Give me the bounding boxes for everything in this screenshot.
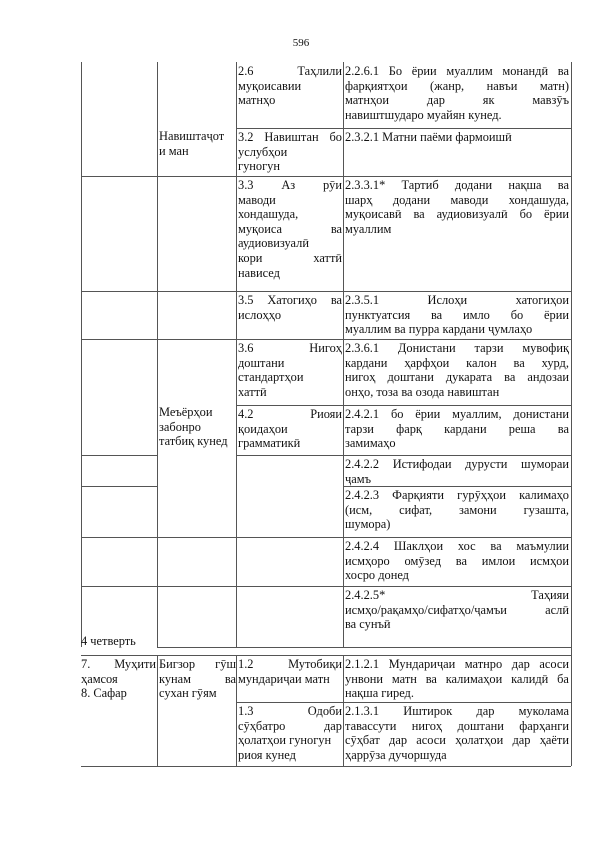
cell-word: 2.4.2.3 — [345, 488, 380, 502]
cell-word: ҳарфҳои — [404, 355, 450, 370]
cell-word: хаттӣ — [313, 250, 342, 265]
cell-line — [345, 308, 569, 323]
cell-word: ёрии — [544, 307, 569, 322]
cell-word: шарҳ — [345, 192, 373, 207]
cell-line: қоидаҳои — [238, 421, 288, 436]
cell-word: Аз — [281, 178, 296, 192]
cell-word: ва — [224, 671, 236, 686]
cell-line — [345, 554, 569, 569]
cell-word: Донистани — [397, 341, 456, 355]
cell-line: 2.3.2.1 Матни паёми фармоишӣ — [345, 130, 512, 144]
cell-1-2-label — [238, 657, 342, 686]
cell-word: Бигзор — [159, 657, 196, 671]
cell-line — [238, 130, 342, 145]
cell-word: ва — [330, 221, 342, 236]
cell-2-2-6-1-text — [345, 64, 569, 122]
cell-word: ва — [557, 64, 569, 78]
cell-language-norms — [159, 405, 236, 449]
cell-word: муколама — [518, 704, 569, 718]
cell-line: шумора) — [345, 517, 391, 532]
cell-word: фарҳанги — [519, 718, 569, 733]
cell-word: матн) — [539, 78, 569, 93]
cell-word: Навиштан — [264, 130, 319, 144]
cell-word: (жанр, — [430, 78, 465, 93]
cell-word: муаллим, — [452, 407, 502, 421]
cell-word: доштани — [457, 718, 504, 733]
cell-line — [345, 341, 569, 356]
cell-word: донистани — [513, 407, 569, 421]
cell-line: онҳо, тоза ва озода навиштан — [345, 384, 500, 399]
cell-line — [238, 64, 342, 79]
cell-line — [345, 93, 569, 108]
cell-line — [345, 356, 569, 371]
cell-word: навъи — [486, 78, 518, 93]
cell-3-6-label — [238, 341, 342, 399]
cell-word: калидӣ — [511, 671, 549, 686]
cell-word: ва — [557, 421, 569, 436]
cell-line: доштани — [238, 355, 285, 370]
cell-word: додани — [392, 192, 431, 207]
cell-word: дар — [476, 704, 495, 718]
cell-word: ва — [431, 307, 443, 322]
cell-word: мувофиқ — [522, 341, 569, 355]
cell-word: маводи — [450, 192, 489, 207]
cell-line: ҳаррӯза дучоршуда — [345, 747, 447, 762]
cell-word: хондашуда, — [508, 192, 569, 207]
cell-word: омӯзед — [404, 553, 442, 568]
cell-word: кори — [238, 250, 263, 265]
cell-line — [345, 178, 569, 193]
cell-word: калимаҳои — [445, 671, 503, 686]
cell-word: бо — [519, 207, 533, 222]
cell-1-3-label — [238, 704, 342, 762]
cell-line — [238, 251, 342, 266]
cell-line: и ман — [159, 143, 189, 158]
cell-2-1-3-1-text — [345, 704, 569, 762]
cell-line: матнҳо — [238, 93, 276, 108]
cell-word: 2.2.6.1 — [345, 64, 380, 78]
cell-word: кардани — [345, 355, 388, 370]
cell-line — [238, 719, 342, 734]
cell-word: хос — [457, 539, 476, 553]
cell-line: ислоҳҳо — [238, 307, 282, 322]
cell-word: ба — [557, 671, 569, 686]
cell-word: пунктуатсия — [345, 307, 411, 322]
cell-word: имло — [463, 307, 490, 322]
cell-line — [345, 733, 569, 748]
cell-word: ёрии — [544, 207, 569, 222]
cell-2-3-5-1-text — [345, 293, 569, 337]
cell-word: Истифодаи — [392, 457, 452, 471]
cell-word: аудиовизуалӣ — [436, 207, 508, 222]
cell-word: матнро — [464, 657, 503, 671]
cell-word: Ислоҳи — [427, 293, 468, 307]
cell-line: ҷамъ — [345, 471, 371, 486]
cell-line: татбиқ кунед — [159, 434, 228, 449]
cell-word: 2.4.2.4 — [345, 539, 380, 553]
cell-2-4-2-2-text — [345, 457, 569, 486]
cell-line: грамматикӣ — [238, 436, 301, 451]
cell-line — [345, 193, 569, 208]
cell-word: сифат, — [399, 502, 433, 517]
cell-word: Мундариҷаи — [388, 657, 456, 671]
cell-word: асоси — [416, 733, 446, 748]
cell-line — [345, 64, 569, 79]
cell-word: Одоби — [307, 704, 342, 718]
cell-word: Таҳияи — [531, 588, 569, 602]
cell-line: гуногун — [238, 159, 281, 174]
cell-word: гузашта, — [523, 502, 569, 517]
cell-word: ва — [413, 207, 425, 222]
cell-word: исмҳои — [529, 553, 569, 568]
cell-word: фарқиятҳои — [345, 78, 408, 93]
page-number: 596 — [292, 37, 310, 49]
cell-word: кардани — [444, 421, 487, 436]
cell-word: монандӣ — [502, 64, 549, 78]
cell-word: нигоҳ — [411, 718, 443, 733]
cell-word: 7. — [81, 657, 91, 671]
cell-word: дар — [389, 733, 408, 748]
cell-line — [238, 704, 342, 719]
cell-word: гурӯҳҳои — [457, 488, 507, 502]
cell-word: 1.3 — [238, 704, 254, 718]
cell-word: Муҳити — [114, 657, 156, 671]
cell-word: ва — [330, 293, 342, 307]
cell-4-2-label — [238, 407, 342, 451]
cell-word: муқоисавӣ — [345, 207, 402, 222]
cell-word: 2.6 — [238, 64, 254, 78]
cell-word: матнҳои — [345, 93, 390, 108]
cell-word: гӯш — [215, 657, 236, 671]
cell-my-writings — [159, 129, 236, 158]
cell-word: 1.2 — [238, 657, 254, 671]
cell-word: Таҳлили — [297, 64, 342, 78]
cell-line: хаттӣ — [238, 384, 267, 399]
cell-word: 2.4.2.5* — [345, 588, 386, 602]
cell-word: 2.1.2.1 — [345, 657, 380, 671]
cell-line: мундариҷаи матн — [238, 671, 330, 686]
cell-word: тарзи — [345, 421, 374, 436]
cell-word: тавассути — [345, 718, 397, 733]
cell-word: дар — [426, 93, 445, 108]
cell-2-4-2-4-text — [345, 539, 569, 583]
cell-word: ёрии — [415, 407, 441, 421]
cell-line: замимаҳо — [345, 436, 396, 451]
cell-line — [345, 503, 569, 518]
cell-word: маъмулии — [516, 539, 569, 553]
cell-line — [159, 657, 236, 672]
cell-units-7-8 — [81, 657, 156, 701]
cell-word: ва — [455, 553, 467, 568]
cell-line: маводи — [238, 192, 276, 207]
cell-line: хондашуда, — [238, 207, 299, 222]
cell-line: стандартҳои — [238, 370, 304, 385]
cell-word: Нигоҳ — [309, 341, 342, 355]
cell-2-4-2-5-text — [345, 588, 569, 632]
cell-word: Тартиб — [401, 178, 439, 192]
cell-word: Хатогиҳо — [267, 293, 317, 307]
cell-word: 2.3.5.1 — [345, 293, 380, 307]
cell-2-6-label — [238, 64, 342, 108]
cell-word: рӯи — [322, 178, 342, 192]
cell-word: тарзи — [474, 341, 504, 355]
cell-line: ва сунъӣ — [345, 617, 391, 632]
cell-line — [238, 407, 342, 422]
cell-2-4-2-3-text — [345, 488, 569, 532]
cell-word: унвони — [345, 671, 384, 686]
cell-line — [345, 539, 569, 554]
cell-line: муаллим — [345, 221, 392, 236]
cell-3-3-label — [238, 178, 342, 280]
cell-word: бо — [510, 307, 524, 322]
cell-word: ҳаёти — [539, 733, 569, 748]
cell-word: Иштирок — [403, 704, 453, 718]
cell-2-3-3-1-text — [345, 178, 569, 236]
cell-word: ва — [513, 355, 525, 370]
cell-word: нақша — [508, 178, 542, 192]
cell-line: муқоисавии — [238, 78, 302, 93]
cell-word: исмҳо/рақамҳо/сифатҳо/ҷамъи — [345, 602, 507, 617]
cell-word: нигоҳ — [345, 370, 376, 385]
cell-word: дукарата — [445, 370, 493, 385]
cell-line: хосро донед — [345, 568, 409, 583]
cell-line — [238, 178, 342, 193]
cell-line: забонро — [159, 419, 201, 434]
cell-word: додани — [454, 178, 493, 192]
cell-word: мавзӯъ — [532, 93, 569, 108]
cell-word: шумораи — [521, 457, 569, 471]
cell-word: як — [482, 93, 495, 108]
cell-word: исмҳоро — [345, 553, 390, 568]
cell-word: фарқ — [396, 421, 422, 436]
cell-line — [345, 407, 569, 422]
cell-line — [159, 672, 236, 687]
cell-line: 4 четверть — [81, 634, 136, 648]
cell-line: 8. Сафар — [81, 686, 127, 701]
cell-line — [345, 588, 569, 603]
cell-line — [345, 603, 569, 618]
cell-word: калон — [466, 355, 497, 370]
cell-word: 2.1.3.1 — [345, 704, 380, 718]
cell-line: риоя кунед — [238, 747, 296, 762]
cell-2-3-2-1-text — [345, 130, 569, 145]
cell-word: 2.3.6.1 — [345, 341, 380, 355]
cell-line: Навиштаҷот — [159, 129, 225, 143]
cell-word: дар — [324, 718, 342, 733]
cell-word: Мутобиқи — [288, 657, 342, 671]
cell-line — [345, 422, 569, 437]
cell-line: навиштшударо муайян кунед. — [345, 107, 502, 122]
cell-word: муқоиса — [238, 221, 283, 236]
cell-line — [238, 657, 342, 672]
cell-line: аудиовизуалӣ — [238, 236, 309, 251]
cell-word: Фарқияти — [392, 488, 445, 502]
cell-word: бо — [329, 130, 342, 144]
cell-word: 3.3 — [238, 178, 254, 192]
cell-word: Бо — [388, 64, 403, 78]
cell-2-1-2-1-text — [345, 657, 569, 701]
cell-word: хатогиҳои — [515, 293, 569, 307]
cell-line — [345, 370, 569, 385]
cell-word: дар — [511, 657, 530, 671]
cell-line: нақша гиред. — [345, 686, 414, 701]
cell-word: муаллим — [446, 64, 493, 78]
cell-word: 2.4.2.1 — [345, 407, 380, 421]
cell-word: (исм, — [345, 502, 373, 517]
cell-line — [345, 488, 569, 503]
cell-line — [345, 457, 569, 472]
cell-word: доштани — [387, 370, 434, 385]
cell-line: Меъёрҳои — [159, 405, 213, 419]
cell-word: ёрии — [411, 64, 437, 78]
quarter-label — [81, 634, 171, 649]
cell-line: нависед — [238, 265, 280, 280]
cell-listen-speak — [159, 657, 236, 701]
cell-line — [81, 657, 156, 672]
cell-2-3-6-1-text — [345, 341, 569, 399]
cell-word: кунам — [159, 671, 192, 686]
cell-word: андозаи — [527, 370, 569, 385]
cell-word: 3.2 — [238, 130, 254, 144]
cell-line — [238, 293, 342, 308]
cell-word: замони — [458, 502, 497, 517]
cell-word: ҳолатҳои — [455, 733, 504, 748]
cell-line — [345, 293, 569, 308]
cell-word: бо — [390, 407, 404, 421]
cell-line: ҳолатҳои гуногун — [238, 733, 332, 748]
cell-word: 4.2 — [238, 407, 254, 421]
cell-word: реша — [508, 421, 536, 436]
cell-word: ва — [490, 539, 502, 553]
cell-line — [345, 657, 569, 672]
cell-line — [238, 341, 342, 356]
cell-2-4-2-1-text — [345, 407, 569, 451]
cell-word: ва — [425, 671, 437, 686]
cell-word: сӯҳбат — [345, 733, 380, 748]
cell-line — [345, 719, 569, 734]
cell-word: Шаклҳои — [393, 539, 444, 553]
cell-word: 3.6 — [238, 341, 254, 355]
cell-word: калимаҳо — [519, 488, 569, 502]
cell-line — [345, 207, 569, 222]
cell-line: сухан гӯям — [159, 686, 217, 701]
cell-line: ҳамсоя — [81, 671, 118, 686]
cell-line: услубҳои — [238, 144, 288, 159]
cell-word: сӯҳбатро — [238, 718, 286, 733]
cell-word: имлои — [481, 553, 516, 568]
cell-word: аслӣ — [545, 602, 569, 617]
cell-word: дар — [512, 733, 531, 748]
cell-line: муаллим ва пурра кардани ҷумлаҳо — [345, 322, 533, 337]
cell-line — [238, 222, 342, 237]
cell-word: хурд, — [541, 355, 569, 370]
cell-word: Риояи — [310, 407, 342, 421]
cell-word: 2.4.2.2 — [345, 457, 380, 471]
cell-word: 3.5 — [238, 293, 254, 307]
cell-word: ва — [504, 370, 516, 385]
cell-word: 2.3.3.1* — [345, 178, 386, 192]
cell-line — [345, 672, 569, 687]
cell-line — [345, 704, 569, 719]
cell-word: ва — [557, 178, 569, 192]
cell-word: асоси — [539, 657, 569, 671]
cell-3-2-label — [238, 130, 342, 174]
cell-word: дурусти — [465, 457, 508, 471]
cell-word: матн — [391, 671, 417, 686]
cell-line — [345, 79, 569, 94]
cell-3-5-label — [238, 293, 342, 322]
